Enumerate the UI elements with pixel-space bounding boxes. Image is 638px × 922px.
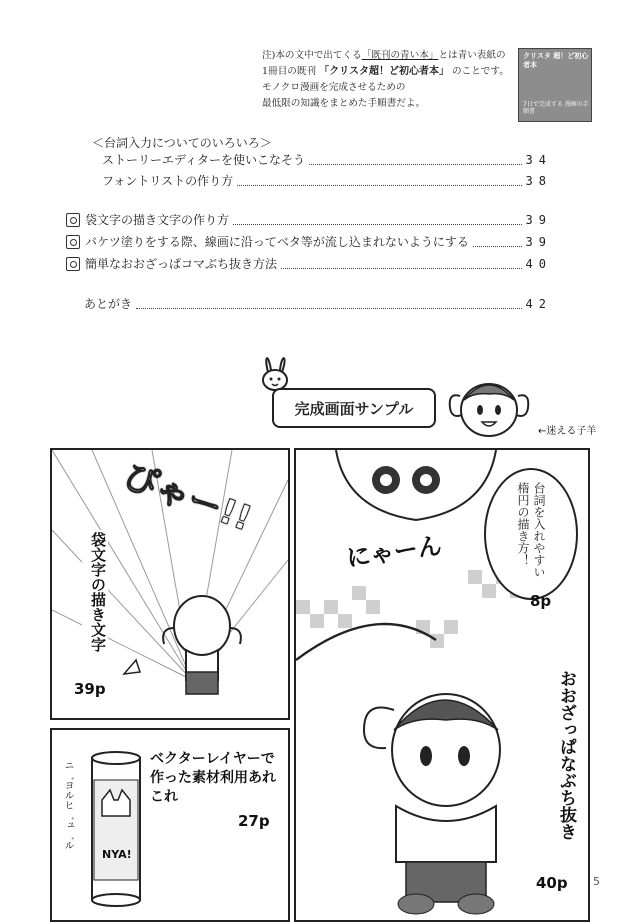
- rabbit-icon: [66, 257, 80, 271]
- cover-title: クリスタ 超！ど初心者本: [523, 52, 589, 69]
- note-book-title: 「クリスタ超！ど初心者本」: [319, 66, 449, 77]
- panel-4-page: 27p: [238, 812, 270, 830]
- panel-4: [50, 728, 290, 922]
- toc-section-heading: ＜台詞入力についてのいろいろ＞: [92, 136, 272, 150]
- table-of-contents: [0, 0, 638, 330]
- can-sfx: ニ゛ヨルヒ゛ュ゛ル: [62, 760, 73, 850]
- toc-item[interactable]: あとがき 42: [84, 297, 552, 311]
- panel-2-page: 8p: [530, 592, 552, 610]
- panel-1-page: 39p: [74, 680, 106, 698]
- toc-item[interactable]: ストーリーエディターを使いこなそう 34: [102, 153, 552, 167]
- intro-note: 注)本の文中で出てくる「既刊の青い本」とは青い表紙の 1冊目の既刊 「クリスタ超！ど初心者本」 のことです。 モノクロ漫画を完成させるための 最低限の知識をまとめた手順書だよ。: [262, 50, 509, 109]
- panel-1-label: 袋文字の描き文字: [82, 530, 108, 654]
- comic-sample: [0, 340, 638, 892]
- sfx-nyan: にゃーん: [344, 531, 444, 573]
- rabbit-icon: [66, 213, 80, 227]
- panel-4-label: ベクターレイヤーで作った素材利用あれこれ: [150, 751, 276, 805]
- toc-item[interactable]: バケツ塗りをする際、線画に沿ってベタ等が流し込まれないようにする 39: [66, 234, 552, 250]
- panel-3-page: 40p: [536, 874, 568, 892]
- panel-3-label: おおざっぱなぶち抜き: [556, 670, 576, 840]
- sfx-pya: ぴゃー!!: [117, 456, 257, 540]
- panel-1: [50, 448, 290, 720]
- panel-2: [294, 448, 590, 922]
- sheep-caption: ←迷える子羊: [538, 426, 597, 437]
- cover-subtitle: 7日で完成する 漫画の手順書: [523, 101, 589, 115]
- toc-item[interactable]: フォントリストの作り方 38: [102, 174, 552, 188]
- rabbit-icon: [66, 235, 80, 249]
- speech-balloon: [484, 468, 578, 600]
- page-number: 5: [593, 875, 600, 888]
- balloon-text: 台詞を入れやすい楕円の描き方！: [516, 482, 546, 578]
- rabbit-icon: [258, 352, 292, 392]
- note-link-blue-book: 「既刊の青い本」: [361, 50, 439, 61]
- banner: [272, 388, 436, 428]
- toc-item[interactable]: 簡単なおおざっぱコマぶち抜き方法 40: [66, 256, 552, 272]
- sheep-character: [444, 366, 534, 446]
- banner-title: 完成画面サンプル: [294, 399, 414, 418]
- can-label: NYA!: [102, 848, 132, 861]
- toc-item[interactable]: 袋文字の描き文字の作り方 39: [66, 212, 552, 228]
